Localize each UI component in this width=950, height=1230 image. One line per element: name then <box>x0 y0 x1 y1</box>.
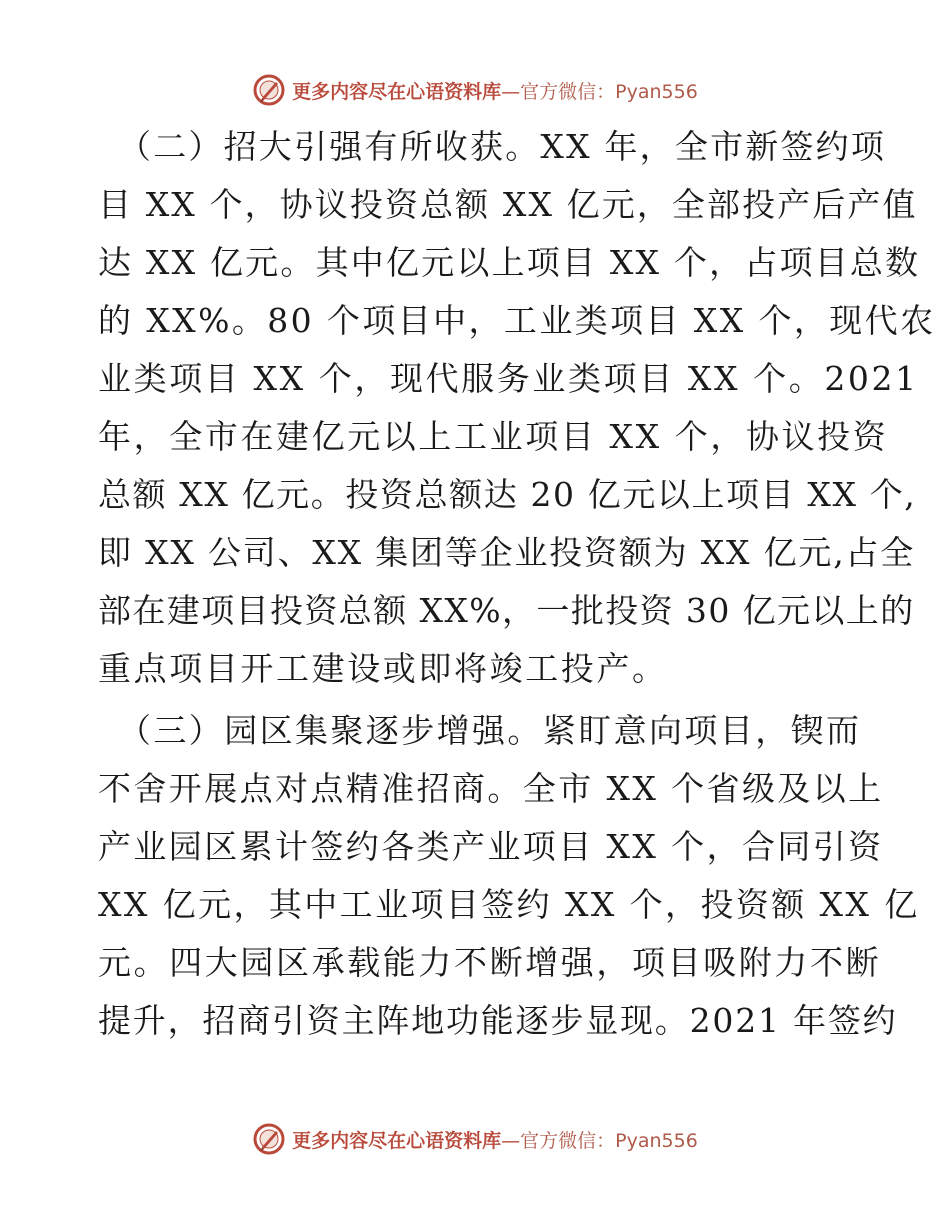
text-line: 即 XX 公司、XX 集团等企业投资额为 XX 亿元,占全 <box>98 533 916 572</box>
watermark-contact: 官方微信：Pyan556 <box>520 80 698 103</box>
header-watermark <box>0 70 950 110</box>
text-line: 目 XX 个，协议投资总额 XX 亿元，全部投产后产值 <box>98 185 918 224</box>
text-line: （二）招大引强有所收获。XX 年，全市新签约项 <box>118 127 887 166</box>
watermark-text <box>292 77 698 104</box>
paragraph-investment <box>98 118 936 698</box>
text-line: 不舍开展点对点精准招商。全市 XX 个省级及以上 <box>98 769 884 808</box>
text-line: 的 XX%。80 个项目中，工业类项目 XX 个，现代农 <box>98 301 936 340</box>
watermark-brand: 更多内容尽在心语资料库 <box>292 80 502 103</box>
seal-pen-icon <box>252 1122 286 1156</box>
watermark-text <box>292 1126 698 1153</box>
text-line: XX 亿元，其中工业项目签约 XX 个，投资额 XX 亿 <box>98 885 920 924</box>
text-line: 元。四大园区承载能力不断增强，项目吸附力不断 <box>98 943 882 982</box>
document-body <box>98 118 936 1050</box>
text-line: 重点项目开工建设或即将竣工投产。 <box>98 649 668 688</box>
watermark-contact: 官方微信：Pyan556 <box>520 1129 698 1152</box>
watermark-separator: — <box>501 1129 521 1152</box>
text-line: 部在建项目投资总额 XX%，一批投资 30 亿元以上的 <box>98 591 915 630</box>
text-line: （三）园区集聚逐步增强。紧盯意向项目，锲而 <box>118 711 862 750</box>
text-line: 达 XX 亿元。其中亿元以上项目 XX 个，占项目总数 <box>98 243 921 282</box>
text-line: 产业园区累计签约各类产业项目 XX 个，合同引资 <box>98 827 884 866</box>
text-line: 总额 XX 亿元。投资总额达 20 亿元以上项目 XX 个, <box>98 475 917 514</box>
seal-pen-icon <box>252 73 286 107</box>
paragraph-industrial-parks <box>98 702 920 1050</box>
watermark-brand: 更多内容尽在心语资料库 <box>292 1129 502 1152</box>
watermark-separator: — <box>501 80 521 103</box>
footer-watermark <box>0 1119 950 1159</box>
text-line: 提升，招商引资主阵地功能逐步显现。2021 年签约 <box>98 1001 898 1040</box>
text-line: 年，全市在建亿元以上工业项目 XX 个，协议投资 <box>98 417 889 456</box>
text-line: 业类项目 XX 个，现代服务业类项目 XX 个。2021 <box>98 359 919 398</box>
